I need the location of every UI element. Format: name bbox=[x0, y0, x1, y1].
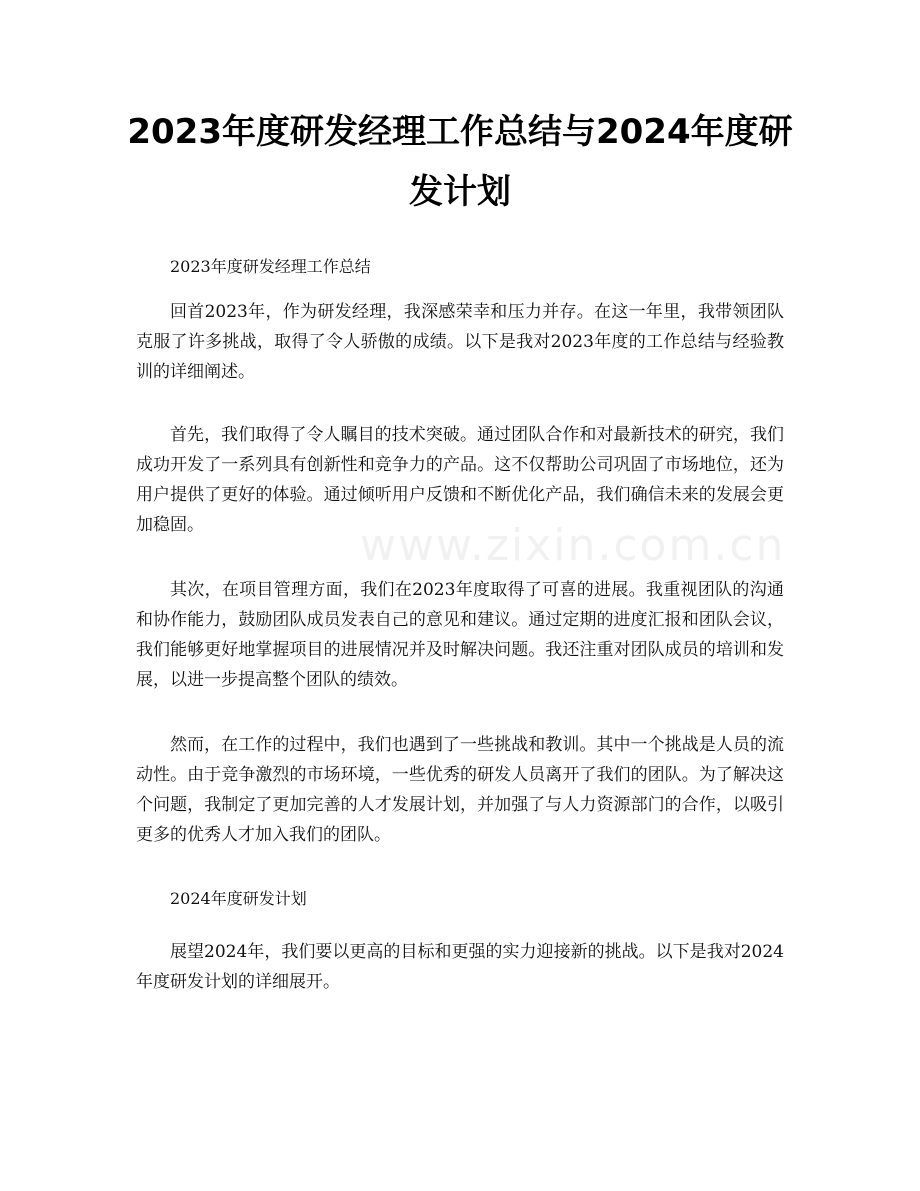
paragraph-intro: 回首2023年，作为研发经理，我深感荣幸和压力并存。在这一年里，我带领团队克服了许多挑战，取得了令人骄傲的成绩。以下是我对2023年度的工作总结与经验教训的详细阐述。 bbox=[136, 302, 784, 382]
section-heading-2024: 2024年度研发计划 bbox=[170, 889, 307, 908]
paragraph-project-management: 其次，在项目管理方面，我们在2023年度取得了可喜的进展。我重视团队的沟通和协作能力，鼓励团队成员发表自己的意见和建议。通过定期的进度汇报和团队会议，我们能够更好地掌握项目的进展情况并及时解决问题。我还注重对团队成员的培训和发展，以进一步提高整个团队的绩效。 bbox=[136, 580, 784, 690]
section-heading-2023: 2023年度研发经理工作总结 bbox=[170, 257, 371, 276]
paragraph-challenges: 然而，在工作的过程中，我们也遇到了一些挑战和教训。其中一个挑战是人员的流动性。由于竞争激烈的市场环境，一些优秀的研发人员离开了我们的团队。为了解决这个问题，我制定了更加完善的人才发展计划，并加强了与人力资源部门的合作，以吸引更多的优秀人才加入我们的团队。 bbox=[136, 735, 784, 845]
document-title: 2023年度研发经理工作总结与2024年度研发计划 bbox=[127, 112, 793, 212]
paragraph-outlook: 展望2024年，我们要以更高的目标和更强的实力迎接新的挑战。以下是我对2024年度研发计划的详细展开。 bbox=[136, 942, 784, 992]
watermark: www.zixin.com.cn bbox=[360, 520, 786, 571]
paragraph-tech-breakthrough: 首先，我们取得了令人瞩目的技术突破。通过团队合作和对最新技术的研究，我们成功开发了一系列具有创新性和竞争力的产品。这不仅帮助公司巩固了市场地位，还为用户提供了更好的体验。通过倾听用户反馈和不断优化产品，我们确信未来的发展会更加稳固。 bbox=[136, 425, 784, 535]
